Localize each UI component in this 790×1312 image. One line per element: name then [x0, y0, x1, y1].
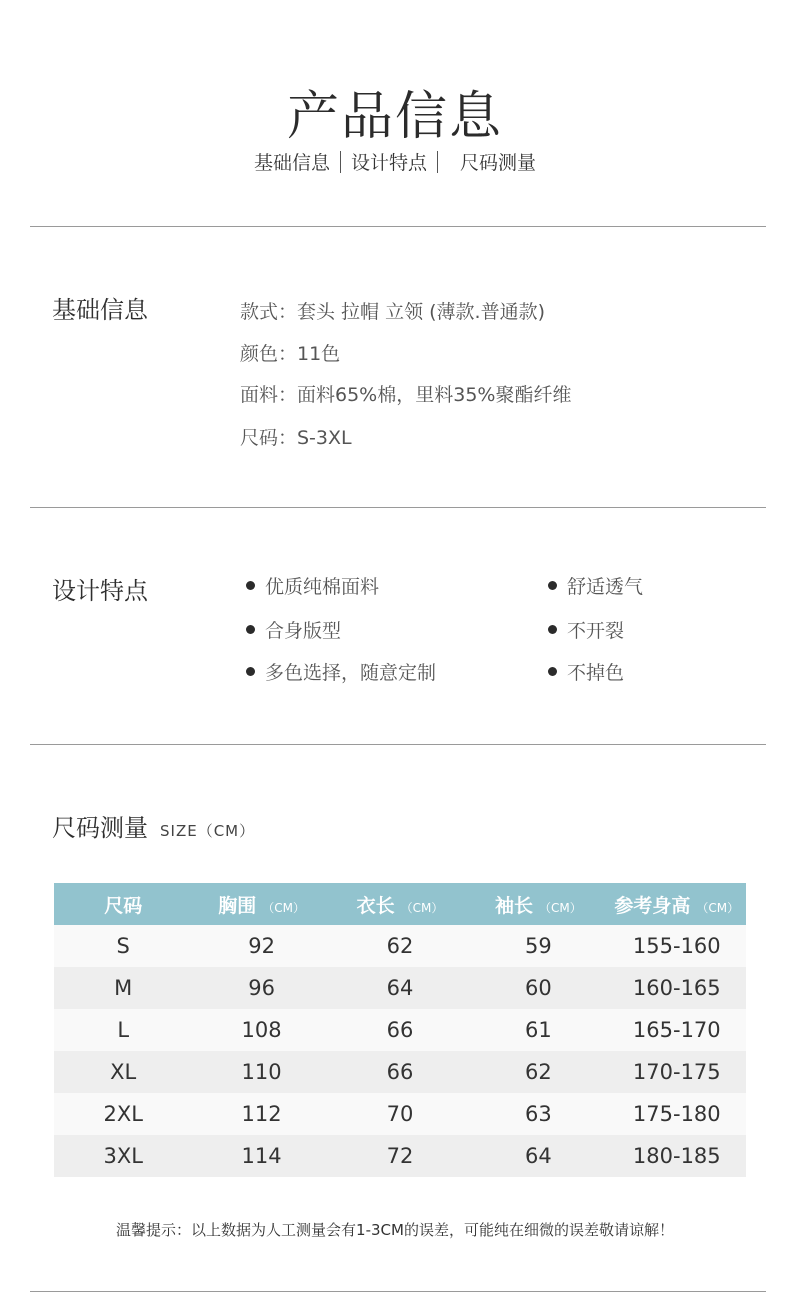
page-title: 产品信息	[286, 87, 503, 147]
feature-label: 舒适透气	[567, 576, 644, 598]
bullet-dot-icon	[246, 667, 255, 676]
measurement-tip: 温馨提示：以上数据为人工测量会有1-3CM的误差，可能纯在细微的误差敬请谅解！	[116, 1221, 674, 1239]
table-cell: 59	[469, 925, 607, 967]
table-row	[54, 1009, 746, 1051]
design-features-heading: 设计特点	[52, 577, 148, 605]
section-divider	[30, 226, 766, 227]
table-row	[54, 1135, 746, 1177]
table-cell: M	[54, 967, 192, 1009]
table-cell: L	[54, 1009, 192, 1051]
column-header-unit: （CM）	[262, 900, 305, 915]
style-info: 款式：套头 拉帽 立领 (薄款.普通款)	[240, 301, 545, 323]
table-cell: 160-165	[608, 967, 746, 1009]
table-cell: 63	[469, 1093, 607, 1135]
table-cell: 60	[469, 967, 607, 1009]
column-header-length	[331, 883, 469, 925]
table-cell: 165-170	[608, 1009, 746, 1051]
section-divider	[30, 744, 766, 745]
feature-label: 多色选择，随意定制	[265, 662, 437, 684]
size-measurement-heading	[52, 808, 255, 843]
table-cell: 2XL	[54, 1093, 192, 1135]
table-cell: 112	[192, 1093, 330, 1135]
table-cell: 155-160	[608, 925, 746, 967]
table-cell: 64	[469, 1135, 607, 1177]
feature-item	[246, 572, 379, 599]
table-cell: 3XL	[54, 1135, 192, 1177]
column-header-unit: （CM）	[696, 900, 740, 915]
table-cell: 96	[192, 967, 330, 1009]
table-cell: 70	[331, 1093, 469, 1135]
table-row	[54, 1093, 746, 1135]
nav-item-basic-info[interactable]: 基础信息	[253, 152, 330, 174]
table-cell: 61	[469, 1009, 607, 1051]
table-row	[54, 1051, 746, 1093]
fabric-info: 面料：面料65%棉，里料35%聚酯纤维	[240, 384, 572, 406]
basic-info-heading: 基础信息	[52, 296, 148, 324]
column-header-height	[608, 883, 746, 925]
column-header-label: 袖长	[494, 894, 533, 917]
feature-item	[548, 572, 643, 599]
bullet-dot-icon	[548, 581, 557, 590]
table-cell: 62	[469, 1051, 607, 1093]
table-row	[54, 925, 746, 967]
column-header-sleeve	[469, 883, 607, 925]
column-header-label: 尺码	[104, 894, 143, 917]
table-cell: 62	[331, 925, 469, 967]
table-cell: 66	[331, 1051, 469, 1093]
size-chart-table	[54, 883, 746, 1177]
table-header-row	[54, 883, 746, 925]
table-cell: 175-180	[608, 1093, 746, 1135]
bullet-dot-icon	[548, 625, 557, 634]
feature-label: 合身版型	[265, 620, 342, 642]
column-header-unit: （CM）	[539, 900, 582, 915]
section-divider	[30, 507, 766, 508]
column-header-size	[54, 883, 192, 925]
feature-item	[548, 658, 624, 685]
column-header-label: 胸围	[218, 894, 257, 917]
table-cell: 114	[192, 1135, 330, 1177]
feature-item	[548, 616, 624, 643]
table-cell: 170-175	[608, 1051, 746, 1093]
feature-label: 不开裂	[567, 620, 625, 642]
nav-item-design-features[interactable]: 设计特点	[350, 152, 427, 174]
nav-item-size-measurement[interactable]: 尺码测量	[460, 152, 537, 174]
section-divider	[30, 1291, 766, 1292]
feature-item	[246, 658, 436, 685]
size-heading-text: 尺码测量	[52, 814, 148, 842]
bullet-dot-icon	[548, 667, 557, 676]
table-cell: 64	[331, 967, 469, 1009]
column-header-label: 参考身高	[614, 894, 691, 917]
column-header-unit: （CM）	[400, 900, 444, 915]
table-cell: S	[54, 925, 192, 967]
size-range-info: 尺码：S-3XL	[240, 427, 352, 449]
column-header-label: 衣长	[356, 894, 395, 917]
table-cell: 180-185	[608, 1135, 746, 1177]
table-cell: 108	[192, 1009, 330, 1051]
feature-label: 优质纯棉面料	[265, 576, 380, 598]
table-row	[54, 967, 746, 1009]
bullet-dot-icon	[246, 625, 255, 634]
feature-label: 不掉色	[567, 662, 625, 684]
feature-item	[246, 616, 341, 643]
size-unit-label: SIZE（CM）	[160, 822, 256, 840]
table-cell: 92	[192, 925, 330, 967]
table-cell: XL	[54, 1051, 192, 1093]
color-info: 颜色：11色	[240, 343, 341, 365]
column-header-chest	[192, 883, 330, 925]
table-cell: 110	[192, 1051, 330, 1093]
table-cell: 66	[331, 1009, 469, 1051]
bullet-dot-icon	[246, 581, 255, 590]
section-nav	[0, 148, 790, 175]
table-cell: 72	[331, 1135, 469, 1177]
